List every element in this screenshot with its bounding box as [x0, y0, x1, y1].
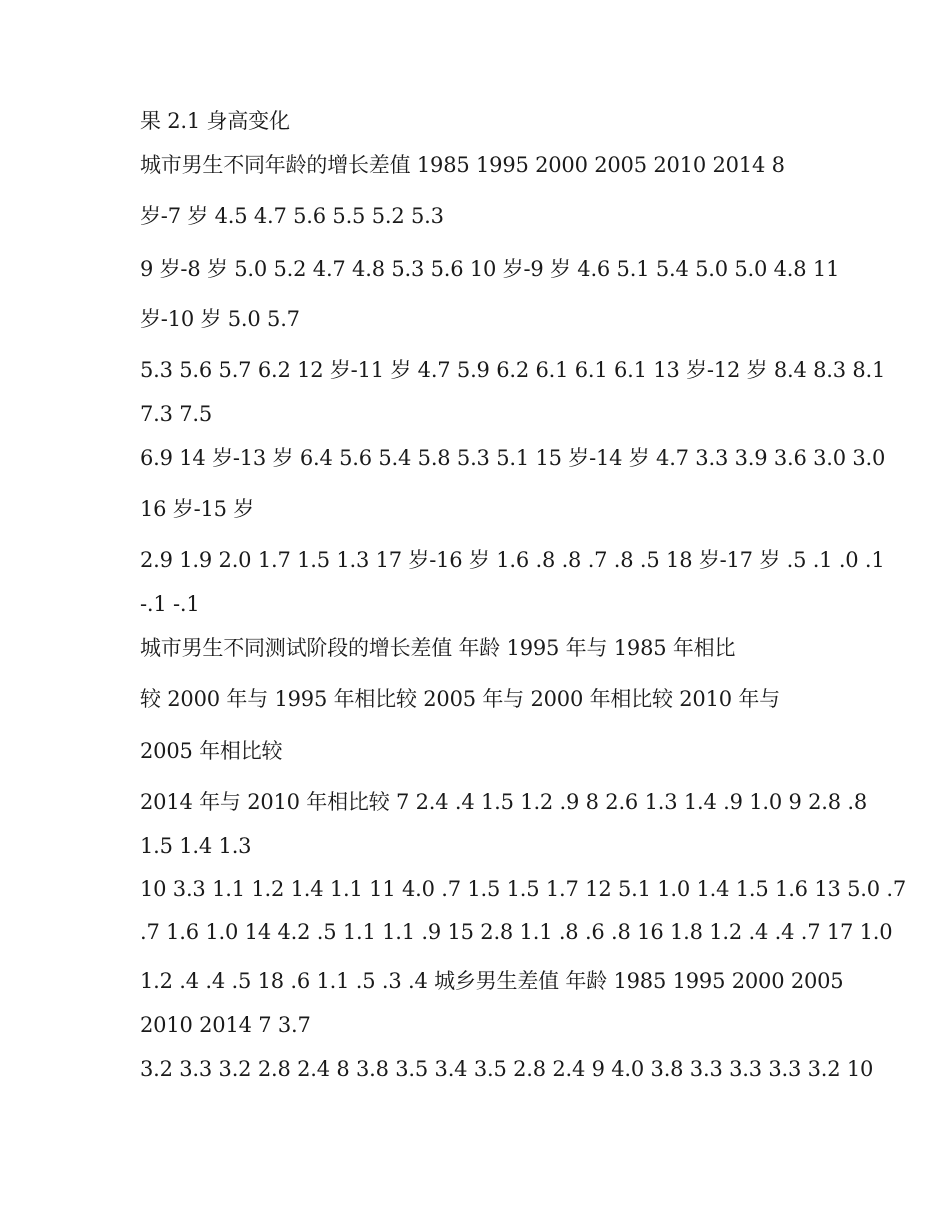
- text-line: .7 1.6 1.0 14 4.2 .5 1.1 1.1 .9 15 2.8 1.1 .8 .6 .8 16 1.8 1.2 .4 .4 .7 17 1.0: [140, 920, 893, 944]
- text-line: 7.3 7.5: [140, 402, 213, 426]
- text-line: 5.3 5.6 5.7 6.2 12 岁-11 岁 4.7 5.9 6.2 6.1 6.1 6.1 13 岁-12 岁 8.4 8.3 8.1: [140, 358, 886, 382]
- text-line: 2010 2014 7 3.7: [140, 1013, 311, 1037]
- text-line: 3.2 3.3 3.2 2.8 2.4 8 3.8 3.5 3.4 3.5 2.8 2.4 9 4.0 3.8 3.3 3.3 3.3 3.2 10: [140, 1057, 874, 1081]
- text-line: 2014 年与 2010 年相比较 7 2.4 .4 1.5 1.2 .9 8 2.6 1.3 1.4 .9 1.0 9 2.8 .8: [140, 790, 868, 814]
- text-line: 9 岁-8 岁 5.0 5.2 4.7 4.8 5.3 5.6 10 岁-9 岁 4.6 5.1 5.4 5.0 5.0 4.8 11: [140, 257, 840, 281]
- text-line: 果 2.1 身高变化: [140, 109, 290, 133]
- text-line: -.1 -.1: [140, 592, 200, 616]
- text-line: 城市男生不同年龄的增长差值 1985 1995 2000 2005 2010 2014 8: [140, 153, 785, 177]
- text-line: 1.5 1.4 1.3: [140, 834, 252, 858]
- text-line: 城市男生不同测试阶段的增长差值 年龄 1995 年与 1985 年相比: [140, 636, 736, 660]
- text-line: 6.9 14 岁-13 岁 6.4 5.6 5.4 5.8 5.3 5.1 15 岁-14 岁 4.7 3.3 3.9 3.6 3.0 3.0: [140, 446, 886, 470]
- text-line: 2005 年相比较: [140, 739, 283, 763]
- text-line: 2.9 1.9 2.0 1.7 1.5 1.3 17 岁-16 岁 1.6 .8 .8 .7 .8 .5 18 岁-17 岁 .5 .1 .0 .1: [140, 548, 885, 572]
- text-line: 岁-10 岁 5.0 5.7: [140, 307, 300, 331]
- text-line: 10 3.3 1.1 1.2 1.4 1.1 11 4.0 .7 1.5 1.5 1.7 12 5.1 1.0 1.4 1.5 1.6 13 5.0 .7: [140, 877, 907, 901]
- text-line: 较 2000 年与 1995 年相比较 2005 年与 2000 年相比较 2010 年与: [140, 687, 780, 711]
- text-line: 16 岁-15 岁: [140, 497, 255, 521]
- text-line: 1.2 .4 .4 .5 18 .6 1.1 .5 .3 .4 城乡男生差值 年龄 1985 1995 2000 2005: [140, 969, 844, 993]
- document-body: [140, 108, 907, 1096]
- text-line: 岁-7 岁 4.5 4.7 5.6 5.5 5.2 5.3: [140, 204, 444, 228]
